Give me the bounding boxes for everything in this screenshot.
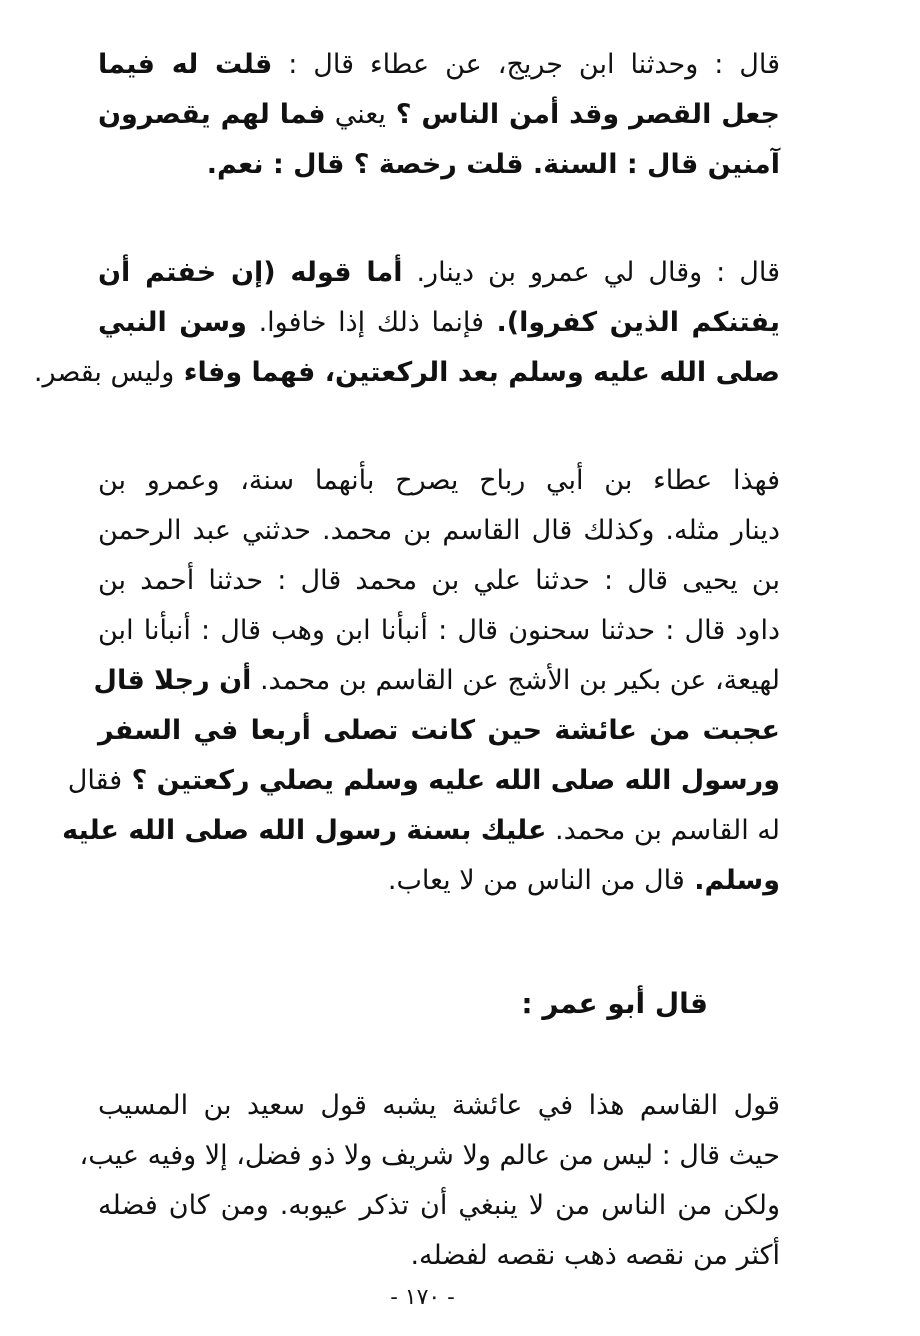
bold-text-run: قلت له فيما — [98, 49, 273, 80]
text-run: فقال — [67, 765, 123, 796]
bold-text-run: يفتنكم الذين كفروا). — [484, 307, 780, 338]
text-run: أكثر من نقصه ذهب نقصه لفضله. — [410, 1240, 780, 1271]
text-line — [98, 1181, 780, 1231]
text-run: داود قال : حدثنا سحنون قال : أنبأنا ابن وهب قال : أنبأنا ابن — [98, 615, 780, 646]
bold-text-run: وسن النبي — [98, 307, 247, 338]
text-line — [67, 756, 780, 806]
text-run: قال من الناس من لا يعاب. — [387, 865, 685, 896]
text-run: وليس بقصر. — [33, 357, 175, 388]
text-line — [98, 506, 780, 556]
page-number: - ١٧٠ - — [390, 1285, 455, 1310]
text-run: بن يحيى قال : حدثنا علي بن محمد قال : حدثنا أحمد بن — [98, 565, 780, 596]
text-run: قول القاسم هذا في عائشة يشبه قول سعيد بن المسيب — [98, 1090, 780, 1121]
text-run: ولكن من الناس من لا ينبغي أن تذكر عيوبه. ومن كان فضله — [98, 1190, 780, 1221]
bold-text-run: جعل القصر وقد أمن الناس ؟ — [385, 99, 780, 130]
paragraph-2 — [33, 248, 780, 398]
bold-text-run: فما لهم يقصرون — [98, 99, 326, 130]
text-line — [33, 348, 780, 398]
text-line — [98, 606, 780, 656]
text-run: فهذا عطاء بن أبي رباح يصرح بأنهما سنة، وعمرو بن — [98, 465, 780, 496]
text-line — [98, 90, 780, 140]
bold-text-run: أما قوله (إن خفتم أن — [98, 257, 403, 288]
paragraph-1 — [98, 40, 780, 190]
bold-text-run: عليك بسنة رسول الله صلى الله عليه — [62, 815, 547, 846]
text-run: فإنما ذلك إذا خافوا. — [246, 307, 484, 338]
text-line — [98, 298, 780, 348]
bold-text-run: ورسول الله صلى الله عليه وسلم يصلي ركعتين ؟ — [122, 765, 780, 796]
paragraph-4 — [79, 1081, 780, 1281]
paragraph-3 — [62, 456, 780, 906]
text-line — [98, 706, 780, 756]
text-run: دينار مثله. وكذلك قال القاسم بن محمد. حدثني عبد الرحمن — [98, 515, 780, 546]
text-run: يعني — [325, 99, 386, 130]
text-run: قال : وحدثنا ابن جريج، عن عطاء قال : — [272, 49, 780, 80]
bold-text-run: عجبت من عائشة حين كانت تصلى أربعا في السفر — [98, 715, 780, 746]
text-line — [98, 456, 780, 506]
text-line — [62, 806, 780, 856]
text-line — [98, 1081, 780, 1131]
text-line — [98, 1231, 780, 1281]
bold-text-run: آمنين قال : السنة. قلت رخصة ؟ قال : نعم. — [206, 149, 780, 180]
bold-text-run: وسلم. — [684, 865, 780, 896]
text-line — [98, 556, 780, 606]
text-line — [98, 140, 780, 190]
text-line — [79, 1131, 780, 1181]
text-run: حيث قال : ليس من عالم ولا شريف ولا ذو فضل، إلا وفيه عيب، — [79, 1140, 780, 1171]
bold-text-run: صلى الله عليه وسلم بعد الركعتين، فهما وفاء — [174, 357, 780, 388]
text-line — [98, 248, 780, 298]
text-line — [98, 856, 780, 906]
text-run: لهيعة، عن بكير بن الأشج عن القاسم بن محمد. — [251, 665, 780, 696]
bold-text-run: أن رجلا قال — [93, 665, 252, 696]
section-heading: قال أبو عمر : — [521, 987, 708, 1020]
text-line — [98, 40, 780, 90]
text-run: قال : وقال لي عمرو بن دينار. — [402, 257, 780, 288]
text-line — [93, 656, 780, 706]
text-run: له القاسم بن محمد. — [546, 815, 780, 846]
